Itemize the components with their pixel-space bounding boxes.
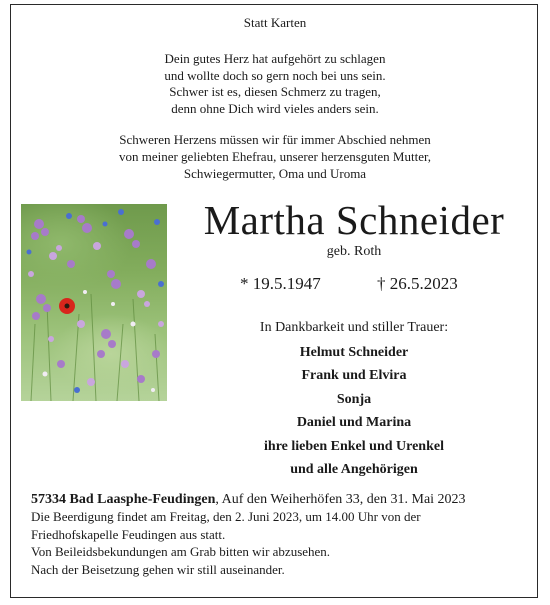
statt-karten: Statt Karten bbox=[243, 15, 307, 30]
funeral-line: Die Beerdigung findet am Freitag, den 2. Juni 2023, um 14.00 Uhr von der bbox=[31, 509, 421, 525]
intro-line: von meiner geliebten Ehefrau, unserer herzensguten Mutter, bbox=[118, 149, 432, 164]
funeral-line: Von Beileidsbekundungen am Grab bitten wir abzusehen. bbox=[31, 544, 331, 560]
funeral-line: Nach der Beisetzung gehen wir still auseinander. bbox=[31, 561, 285, 577]
poem-line: Dein gutes Herz hat aufgehört zu schlagen bbox=[164, 51, 386, 66]
mourner-name: ihre lieben Enkel und Urenkel bbox=[264, 438, 444, 454]
birth-date: * 19.5.1947 bbox=[240, 274, 321, 293]
purple-flowers bbox=[31, 215, 160, 383]
poem-line: Schwer ist es, diesen Schmerz zu tragen, bbox=[169, 84, 381, 100]
mourner-name: und alle Angehörigen bbox=[290, 462, 418, 478]
mourner-name: Frank und Elvira bbox=[301, 368, 407, 384]
deceased-name: Martha Schneider bbox=[203, 197, 505, 243]
poem-line: denn ohne Dich wird vieles anders sein. bbox=[171, 101, 379, 117]
city-name: 57334 Bad Laasphe-Feudingen bbox=[31, 492, 216, 507]
death-date: † 26.5.2023 bbox=[377, 274, 458, 293]
farewell-intro bbox=[0, 131, 550, 182]
poem-line: und wollte doch so gern noch bei uns sein. bbox=[164, 67, 386, 83]
intro-line: Schweren Herzens müssen wir für immer Abschied nehmen bbox=[119, 132, 431, 147]
funeral-line: Friedhofskapelle Feudingen aus statt. bbox=[31, 526, 226, 542]
address-line bbox=[31, 491, 531, 508]
funeral-details bbox=[31, 491, 531, 578]
wildflower-photo bbox=[21, 204, 167, 401]
poppy-flower bbox=[59, 298, 75, 314]
lilac-flowers bbox=[28, 242, 164, 386]
intro-line: Schwiegermutter, Oma und Uroma bbox=[183, 166, 367, 181]
mourner-name: Sonja bbox=[336, 391, 372, 407]
address-rest: , Auf den Weiherhöfen 33, den 31. Mai 2023 bbox=[215, 492, 466, 507]
blue-flowers bbox=[27, 209, 165, 393]
poem bbox=[0, 51, 550, 118]
maiden-name: geb. Roth bbox=[326, 244, 382, 259]
mourner-name: Daniel und Marina bbox=[296, 415, 412, 431]
wildflower-illustration bbox=[21, 204, 167, 401]
mourners-list bbox=[168, 341, 540, 481]
mourning-intro: In Dankbarkeit und stiller Trauer: bbox=[259, 320, 449, 335]
mourner-name: Helmut Schneider bbox=[299, 345, 409, 360]
